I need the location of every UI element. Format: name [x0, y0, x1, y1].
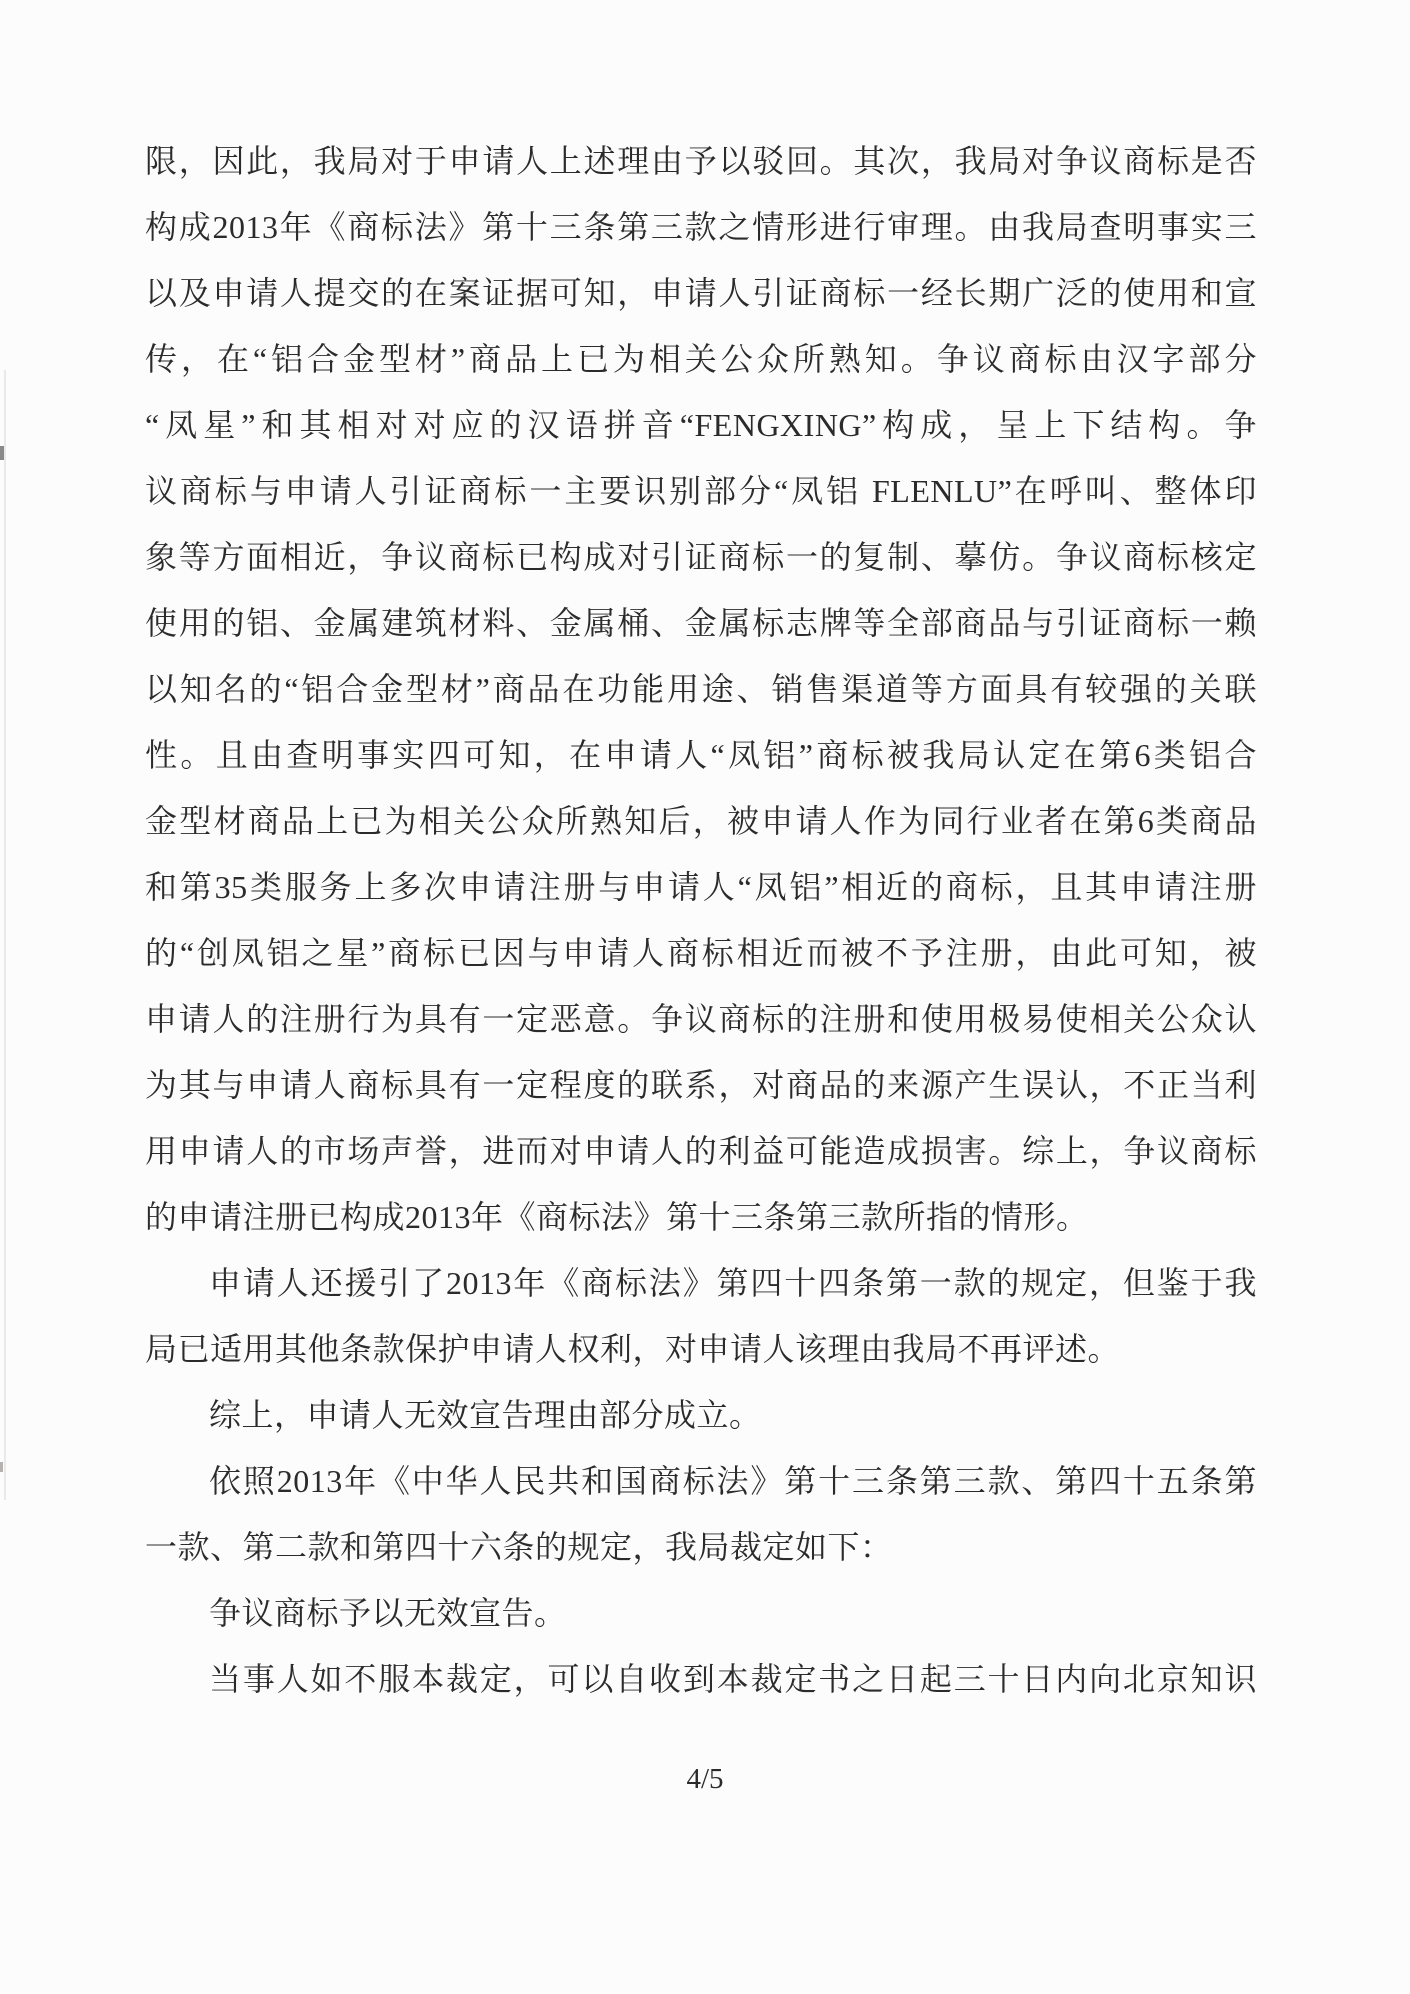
text-line: 一款、第二款和第四十六条的规定，我局裁定如下：: [145, 1529, 893, 1565]
scan-artifact-mark: [0, 1462, 3, 1472]
scan-artifact-vertical-line: [4, 370, 6, 1500]
text-line: 局已适用其他条款保护申请人权利，对申请人该理由我局不再评述。: [145, 1331, 1121, 1367]
text-line: 依照2013年《中华人民共和国商标法》第十三条第三款、第四十五条第: [209, 1463, 1257, 1499]
text-line: 以及申请人提交的在案证据可知，申请人引证商标一经长期广泛的使用和宣: [145, 275, 1257, 311]
page-number: 4/5: [686, 1763, 724, 1795]
text-line: 和第35类服务上多次申请注册与申请人“凤铝”相近的商标，且其申请注册: [145, 869, 1257, 905]
text-line: 性。且由查明事实四可知，在申请人“凤铝”商标被我局认定在第6类铝合: [145, 737, 1257, 773]
text-line: 申请人还援引了2013年《商标法》第四十四条第一款的规定，但鉴于我: [209, 1265, 1257, 1301]
text-line: 构成2013年《商标法》第十三条第三款之情形进行审理。由我局查明事实三: [145, 209, 1257, 245]
text-line: 为其与申请人商标具有一定程度的联系，对商品的来源产生误认，不正当利: [145, 1067, 1257, 1103]
text-line: 限，因此，我局对于申请人上述理由予以驳回。其次，我局对争议商标是否: [145, 143, 1257, 179]
text-line: “凤星”和其相对对应的汉语拼音“FENGXING”构成，呈上下结构。争: [145, 407, 1257, 443]
text-line: 的“创凤铝之星”商标已因与申请人商标相近而被不予注册，由此可知，被: [145, 935, 1257, 971]
text-line: 用申请人的市场声誉，进而对申请人的利益可能造成损害。综上，争议商标: [145, 1133, 1257, 1169]
text-line: 象等方面相近，争议商标已构成对引证商标一的复制、摹仿。争议商标核定: [145, 539, 1257, 575]
scan-artifact-mark: [0, 446, 4, 460]
text-line: 综上，申请人无效宣告理由部分成立。: [209, 1397, 762, 1433]
text-line: 当事人如不服本裁定，可以自收到本裁定书之日起三十日内向北京知识: [209, 1661, 1257, 1697]
text-line: 以知名的“铝合金型材”商品在功能用途、销售渠道等方面具有较强的关联: [145, 671, 1257, 707]
text-line: 议商标与申请人引证商标一主要识别部分“凤铝 FLENLU”在呼叫、整体印: [145, 473, 1257, 509]
text-line: 争议商标予以无效宣告。: [209, 1595, 567, 1631]
page-footer: [0, 1762, 1410, 1796]
text-line: 金型材商品上已为相关公众所熟知后，被申请人作为同行业者在第6类商品: [145, 803, 1257, 839]
text-line: 的申请注册已构成2013年《商标法》第十三条第三款所指的情形。: [145, 1199, 1089, 1235]
text-line: 传，在“铝合金型材”商品上已为相关公众所熟知。争议商标由汉字部分: [145, 341, 1257, 377]
text-line: 使用的铝、金属建筑材料、金属桶、金属标志牌等全部商品与引证商标一赖: [145, 605, 1257, 641]
document-body: [145, 128, 1257, 1712]
text-line: 申请人的注册行为具有一定恶意。争议商标的注册和使用极易使相关公众认: [145, 1001, 1257, 1037]
